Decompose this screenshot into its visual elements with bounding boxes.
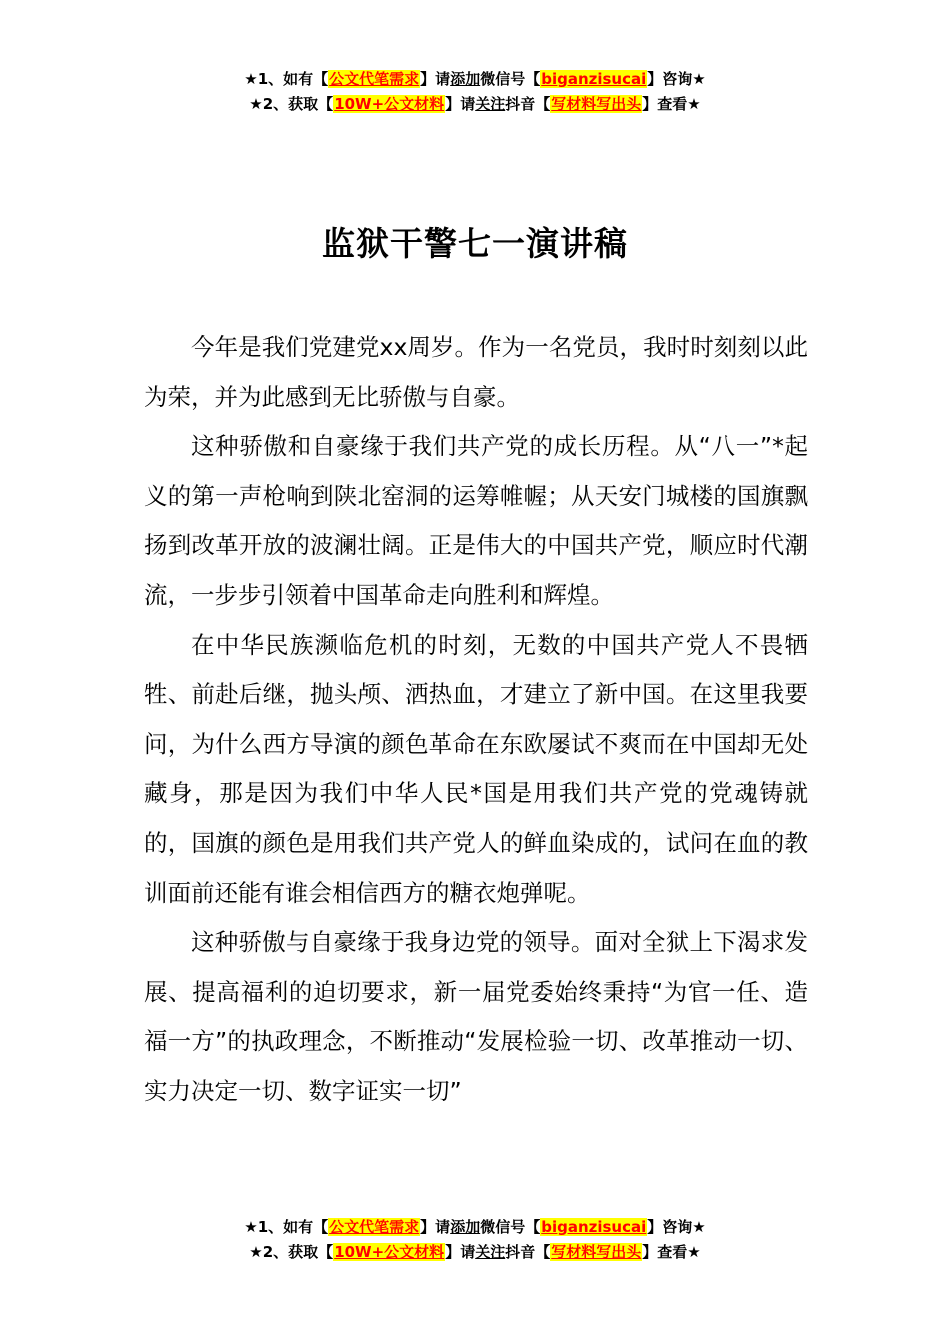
banner-text: 微信号【 [480,70,541,88]
banner-text: 抖音【 [505,1243,551,1261]
banner-text: 微信号【 [480,1218,541,1236]
banner-text: 】咨询★ [647,70,706,88]
banner-highlight: 公文代笔需求 [329,1218,420,1236]
banner-line-2 [0,92,950,117]
paragraph: 这种骄傲和自豪缘于我们共产党的成长历程。从“八一”*起义的第一声枪响到陕北窑洞的运筹帷幄；从天安门城楼的国旗飘扬到改革开放的波澜壮阔。正是伟大的中国共产党，顺应时代潮流，一步步引领着中国革命走向胜利和辉煌。 [144,432,808,609]
banner-text: 抖音【 [505,95,551,113]
banner-text: 】请 [445,1243,476,1261]
banner-text: 】请 [420,70,451,88]
banner-line-1 [0,67,950,92]
banner-highlight: 写材料写出头 [551,95,642,113]
top-banner [0,67,950,117]
banner-text: 】请 [420,1218,451,1236]
bottom-banner [0,1215,950,1265]
paragraph: 在中华民族濒临危机的时刻，无数的中国共产党人不畏牺牲、前赴后继，抛头颅、洒热血，才建立了新中国。在这里我要问，为什么西方导演的颜色革命在东欧屡试不爽而在中国却无处藏身，那是因为我们中华人民*国是用我们共产党的党魂铸就的，国旗的颜色是用我们共产党人的鲜血染成的，试问在血的教训面前还能有谁会相信西方的糖衣炮弹呢。 [144,630,808,907]
banner-emphasis: 添加 [450,1218,481,1236]
banner-line-2 [0,1240,950,1265]
banner-text: ★2、获取【 [249,95,334,113]
banner-highlight: 公文代笔需求 [329,70,420,88]
banner-highlight: biganzisucai [541,1218,647,1236]
banner-text: 】查看★ [642,1243,701,1261]
banner-emphasis: 添加 [450,70,481,88]
paragraph: 今年是我们党建党xx周岁。作为一名党员，我时时刻刻以此为荣，并为此感到无比骄傲与自豪。 [144,333,808,411]
paragraph: 这种骄傲与自豪缘于我身边党的领导。面对全狱上下渴求发展、提高福利的迫切要求，新一届党委始终秉持“为官一任、造福一方”的执政理念，不断推动“发展检验一切、改革推动一切、实力决定一切、数字证实一切” [144,928,808,1105]
banner-text: ★2、获取【 [249,1243,334,1261]
banner-text: 】查看★ [642,95,701,113]
banner-text: ★1、如有【 [244,1218,329,1236]
banner-highlight: 10W+公文材料 [334,95,445,113]
banner-highlight: biganzisucai [541,70,647,88]
document-title: 监狱干警七一演讲稿 [322,224,628,263]
banner-emphasis: 关注 [475,95,506,113]
banner-highlight: 10W+公文材料 [334,1243,445,1261]
banner-text: 】请 [445,95,476,113]
banner-text: ★1、如有【 [244,70,329,88]
banner-highlight: 写材料写出头 [551,1243,642,1261]
banner-emphasis: 关注 [475,1243,506,1261]
banner-text: 】咨询★ [647,1218,706,1236]
document-body [144,323,808,1117]
banner-line-1 [0,1215,950,1240]
